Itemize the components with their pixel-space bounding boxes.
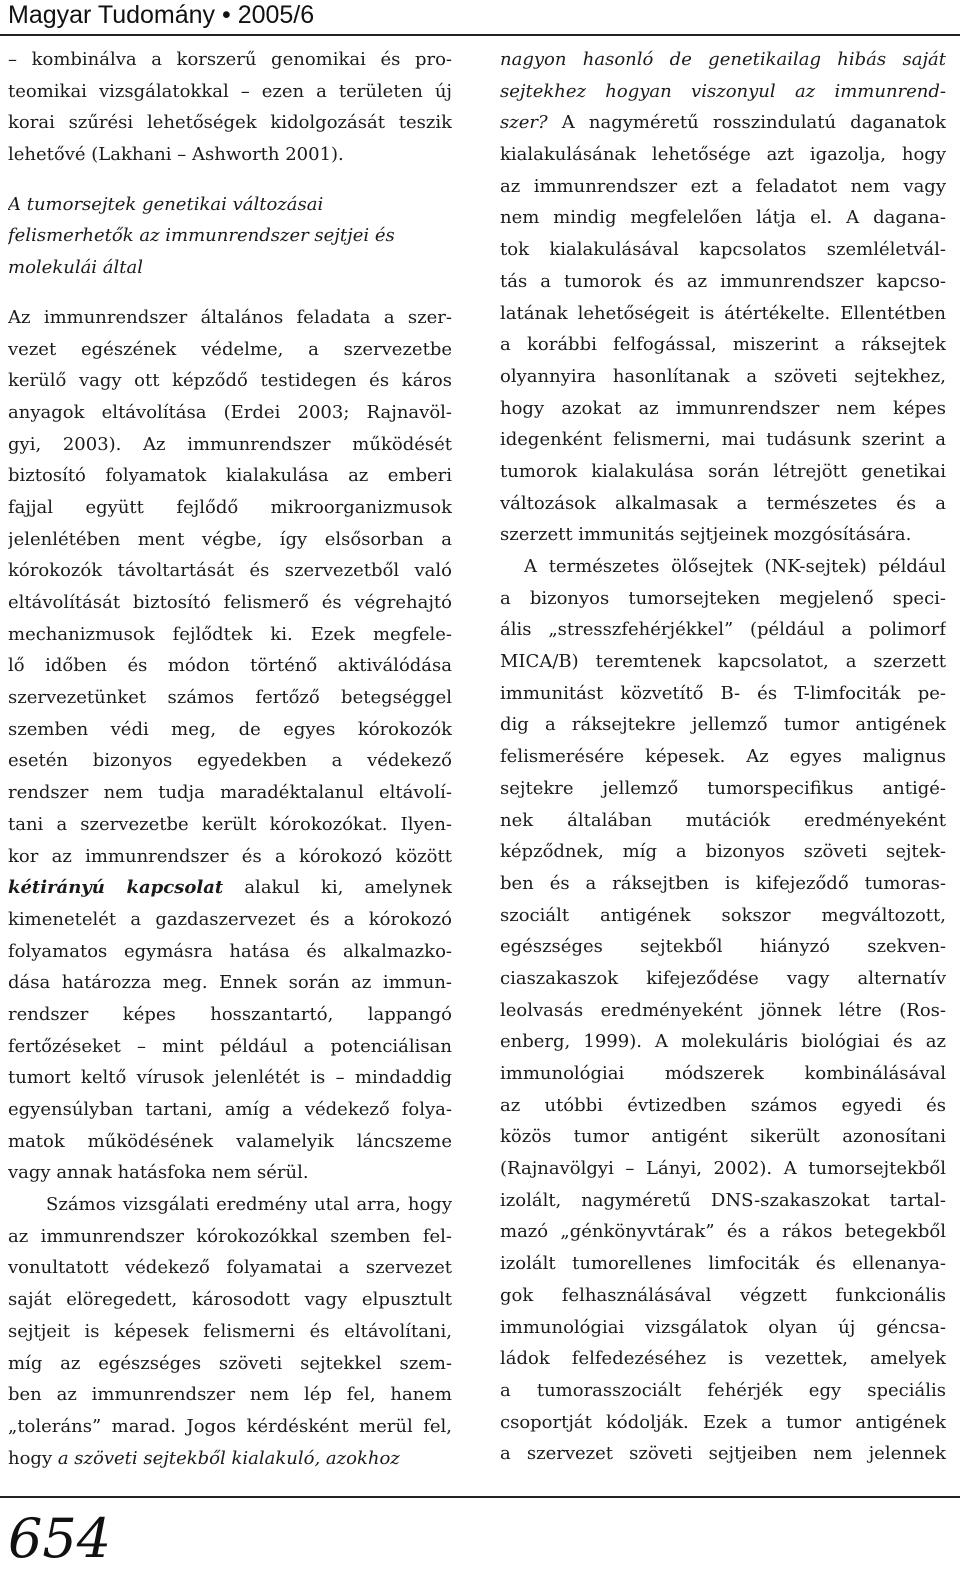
text-line: sejtjeit is képesek felismerni és eltávolítani,	[8, 1320, 452, 1342]
text-line: szemben védi meg, de egyes kórokozók	[8, 718, 452, 740]
text-line: teomikai vizsgálatokkal – ezen a területen új	[8, 80, 452, 102]
paragraph-2	[500, 551, 946, 1470]
text-line: sejtekre jellemző tumorspecifikus antigé-	[500, 777, 946, 799]
emphasized-question: szer?	[500, 112, 548, 134]
section-heading	[8, 189, 452, 284]
text-line: fajjal együtt fejlődő mikroorganizmusok	[8, 496, 452, 518]
paragraph-3	[8, 1189, 452, 1474]
text-line: hogy azokat az immunrendszer nem képes	[500, 397, 946, 419]
text-line: immunitást közvetítő B- és T-limfociták pe-	[500, 682, 946, 704]
text-line: saját elöregedett, károsodott vagy elpusztult	[8, 1289, 452, 1311]
text-line: egyensúlyban tartani, amíg a védekező folya-	[8, 1099, 452, 1120]
text-line: kor az immunrendszer és a kórokozó között	[8, 845, 452, 867]
text-line: tás a tumorok és az immunrendszer kapcso-	[500, 270, 946, 292]
text-line: gyi, 2003). Az immunrendszer működését	[8, 433, 452, 455]
paragraph-1	[8, 44, 452, 171]
text-line: matok működésének valamelyik láncszeme	[8, 1130, 452, 1152]
text-line: kerülő vagy ott képződő testidegen és káros	[8, 370, 452, 392]
text-line: ládok felfedezéséhez is vezettek, amelyek	[500, 1348, 946, 1370]
text-line: jelenlétében ment végbe, így elsősorban a	[8, 528, 452, 550]
text-line: anyagok eltávolítása (Erdei 2003; Rajnavöl-	[8, 401, 452, 423]
text-line: ciaszakaszok kifejeződése vagy alternatív	[500, 967, 946, 989]
text-line: a bizonyos tumorsejteken megjelenő speci-	[500, 587, 946, 609]
text-line: eltávolítását biztosító felismerő és végrehajtó	[8, 592, 452, 613]
text-line: az immunrendszer ezt a feladatot nem vagy	[500, 175, 946, 197]
text-line: ben és a ráksejtben is kifejeződő tumoras-	[500, 872, 946, 894]
text-line: mechanizmusok fejlődtek ki. Ezek megfele-	[8, 623, 452, 645]
text-line: biztosító folyamatok kialakulása az emberi	[8, 465, 452, 487]
text-line: immunológiai vizsgálatok olyan új géncsa-	[500, 1316, 946, 1338]
text-line: „toleráns” marad. Jogos kérdésként merül fel,	[8, 1415, 452, 1437]
text-line: változások alkalmasak a természetes és a	[500, 492, 946, 514]
text-line	[8, 1443, 452, 1475]
text-line: lő időben és módon történő aktiválódása	[8, 655, 452, 677]
text-line: felismerésére képesek. Az egyes malignus	[500, 746, 946, 768]
text-line: lehetővé (Lakhani – Ashworth 2001).	[8, 144, 344, 166]
text-line: rendszer képes hosszantartó, lappangó	[8, 1003, 452, 1025]
text-line: olyannyira hasonlítanak a szöveti sejtekhez,	[500, 365, 946, 387]
text-line: nagyon hasonló de genetikailag hibás saját	[500, 49, 946, 70]
text-line: a korábbi felfogással, miszerint a ráksejtek	[500, 334, 946, 356]
text-line: egészséges sejtekből hiányzó szekven-	[500, 936, 946, 958]
heading-line: A tumorsejtek genetikai változásai	[8, 193, 324, 215]
text-line: sejtekhez hogyan viszonyul az immunrend-	[500, 80, 946, 102]
text-span: alakul ki, amelynek	[223, 877, 452, 899]
text-line: enberg, 1999). A molekuláris biológiai és az	[500, 1031, 946, 1053]
text-line: szervezetünket számos fertőző betegséggel	[8, 687, 452, 709]
text-line: kialakulásának lehetősége azt igazolja, hogy	[500, 144, 946, 166]
text-line: immunológiai módszerek kombinálásával	[500, 1063, 946, 1084]
text-line: esetén bizonyos egyedekben a védekező	[8, 750, 452, 772]
text-line: míg az egészséges szöveti sejtekkel szem-	[8, 1352, 452, 1374]
text-line: a tumorasszociált fehérjék egy speciális	[500, 1379, 946, 1401]
text-span: A nagyméretű rosszindulatú daganatok	[547, 112, 946, 134]
text-line: MICA/B) teremtenek kapcsolatot, a szerzett	[500, 651, 946, 673]
text-line: csoportját kódolják. Ezek a tumor antigének	[500, 1411, 946, 1433]
text-line: az utóbbi évtizedben számos egyedi és	[500, 1094, 946, 1116]
text-line: fertőzéseket – mint például a potenciálisan	[8, 1035, 452, 1057]
text-line: latának lehetőségeit is átértékelte. Ellentétben	[500, 302, 946, 324]
text-line: kórokozók távoltartását és szervezetből való	[8, 560, 452, 582]
text-line: A természetes ölősejtek (NK-sejtek) például	[524, 556, 946, 577]
text-line: nek általában mutációk eredményeként	[500, 809, 946, 831]
right-column	[500, 44, 946, 1470]
text-line: tok kialakulásával kapcsolatos szemléletvál-	[500, 239, 946, 261]
text-line: Számos vizsgálati eredmény utal arra, hogy	[46, 1194, 452, 1216]
text-line: idegenként felismerni, mai tudásunk szerint a	[500, 429, 946, 451]
text-line: közös tumor antigént sikerült azonosítani	[500, 1126, 946, 1148]
text-line: dása határozza meg. Ennek során az immun-	[8, 972, 452, 994]
text-line: izolált tumorellenes limfociták és ellenanya-	[500, 1253, 946, 1275]
text-line: tumorok kialakulása során létrejött genetikai	[500, 460, 946, 482]
text-line	[500, 107, 946, 139]
text-line: a szervezet szöveti sejtjeiben nem jelennek	[500, 1443, 946, 1465]
text-line: leolvasás eredményeként jönnek létre (Ros-	[500, 999, 946, 1021]
paragraph-1	[500, 44, 946, 551]
paragraph-2	[8, 302, 452, 1189]
text-line: izolált, nagyméretű DNS-szakaszokat tartal-	[500, 1189, 946, 1211]
text-line: ben az immunrendszer nem lép fel, hanem	[8, 1384, 452, 1406]
text-line: kimenetelét a gazdaszervezet és a kórokozó	[8, 908, 452, 930]
text-line: vezet egészének védelme, a szervezetbe	[8, 338, 452, 360]
text-line: vonultatott védekező folyamatai a szervezet	[8, 1257, 452, 1279]
text-line: tumort keltő vírusok jelenlétét is – mindaddig	[8, 1067, 452, 1089]
text-line: vagy annak hatásfoka nem sérül.	[8, 1162, 309, 1184]
text-line: (Rajnavölgyi – Lányi, 2002). A tumorsejtekből	[500, 1158, 946, 1180]
text-line: mazó „génkönyvtárak” és a rákos betegekből	[500, 1221, 946, 1243]
text-line: dig a ráksejtekre jellemző tumor antigének	[500, 714, 946, 736]
text-line: korai szűrési lehetőségek kidolgozását teszik	[8, 112, 452, 134]
page-number: 654	[8, 1507, 112, 1570]
heading-line: molekulái által	[8, 257, 143, 279]
text-line: Az immunrendszer általános feladata a szer-	[8, 306, 452, 328]
text-line: – kombinálva a korszerű genomikai és pro-	[8, 49, 452, 70]
text-line: gok felhasználásával végzett funkcionális	[500, 1284, 946, 1306]
emphasized-term: kétirányú kapcsolat	[8, 877, 224, 899]
running-head: Magyar Tudomány • 2005/6	[8, 1, 315, 29]
text-line: ális „stresszfehérjékkel” (például a polimorf	[500, 619, 946, 641]
text-line: az immunrendszer kórokozókkal szemben fel-	[8, 1225, 452, 1247]
header-divider	[0, 34, 960, 36]
text-line: szerzett immunitás sejtjeinek mozgósítására.	[500, 524, 912, 546]
text-span: hogy	[8, 1447, 58, 1469]
text-line: folyamatos egymásra hatása és alkalmazko-	[8, 940, 452, 962]
emphasized-question: a szöveti sejtekből kialakuló, azokhoz	[57, 1447, 400, 1469]
text-line: szociált antigének sokszor megváltozott,	[500, 904, 946, 926]
text-line: képződnek, míg a bizonyos szöveti sejtek-	[500, 841, 946, 863]
footer-divider	[0, 1496, 960, 1498]
text-line: nem mindig megfelelően látja el. A dagana-	[500, 207, 946, 229]
heading-line: felismerhetők az immunrendszer sejtjei és	[8, 225, 395, 247]
left-column	[8, 44, 452, 1474]
text-line	[8, 872, 452, 904]
text-line: tani a szervezetbe került kórokozókat. Ilyen-	[8, 813, 452, 835]
text-line: rendszer nem tudja maradéktalanul eltávolí-	[8, 782, 452, 804]
